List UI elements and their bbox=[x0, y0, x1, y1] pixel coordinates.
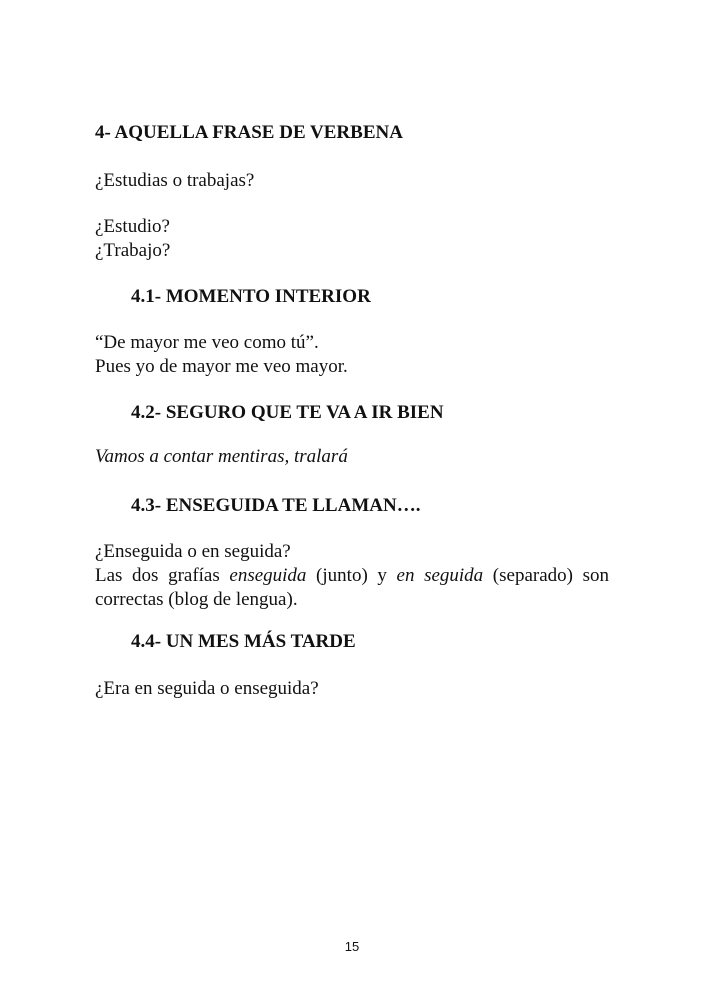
quote-line: “De mayor me veo como tú”. bbox=[95, 332, 319, 353]
italic-line: Vamos a contar mentiras, tralará bbox=[95, 446, 348, 467]
subsection-title: 4.2- SEGURO QUE TE VA A IR BIEN bbox=[131, 402, 444, 423]
subsection-title: 4.1- MOMENTO INTERIOR bbox=[131, 286, 371, 307]
question-line: ¿Trabajo? bbox=[95, 240, 171, 261]
page-number: 15 bbox=[344, 939, 360, 954]
italic-term: enseguida bbox=[229, 565, 307, 586]
question-line: ¿Estudio? bbox=[95, 216, 170, 237]
body-text: Las dos grafías bbox=[95, 565, 230, 586]
body-text: (junto) y bbox=[306, 565, 397, 586]
question-line: ¿Era en seguida o enseguida? bbox=[95, 678, 319, 699]
question-line: ¿Estudias o trabajas? bbox=[95, 170, 255, 191]
body-line: correctas (blog de lengua). bbox=[95, 589, 298, 610]
subsection-title: 4.3- ENSEGUIDA TE LLAMAN…. bbox=[131, 495, 421, 516]
body-line: Pues yo de mayor me veo mayor. bbox=[95, 356, 348, 377]
italic-term: en seguida bbox=[396, 565, 484, 586]
subsection-title: 4.4- UN MES MÁS TARDE bbox=[131, 631, 356, 652]
section-title: 4- AQUELLA FRASE DE VERBENA bbox=[95, 122, 403, 143]
body-paragraph-line bbox=[95, 564, 609, 588]
body-text: (separado) son bbox=[483, 565, 609, 586]
question-line: ¿Enseguida o en seguida? bbox=[95, 541, 291, 562]
